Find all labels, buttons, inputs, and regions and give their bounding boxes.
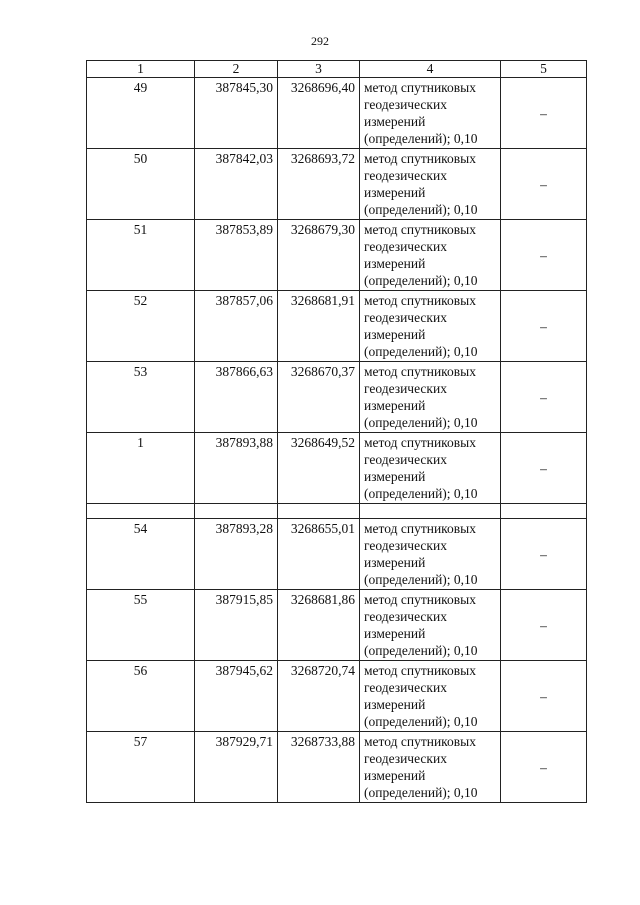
point-number-cell: 56 xyxy=(87,661,195,732)
method-cell xyxy=(360,220,501,291)
method-cell xyxy=(360,519,501,590)
note-cell: – xyxy=(501,433,587,504)
table-row xyxy=(87,732,587,803)
y-coordinate-cell: 3268693,72 xyxy=(278,149,360,220)
header-row xyxy=(87,61,587,78)
note-cell: – xyxy=(501,78,587,149)
method-cell xyxy=(360,149,501,220)
y-coordinate-cell: 3268681,86 xyxy=(278,590,360,661)
x-coordinate-cell: 387845,30 xyxy=(195,78,278,149)
header-cell: 2 xyxy=(195,61,278,78)
method-line: (определений); 0,10 xyxy=(364,643,478,658)
method-line: метод спутниковых xyxy=(364,663,476,678)
point-number-cell: 54 xyxy=(87,519,195,590)
method-line: (определений); 0,10 xyxy=(364,785,478,800)
method-line: метод спутниковых xyxy=(364,734,476,749)
method-line: (определений); 0,10 xyxy=(364,131,478,146)
method-cell xyxy=(360,291,501,362)
method-line: метод спутниковых xyxy=(364,592,476,607)
method-line: метод спутниковых xyxy=(364,80,476,95)
method-line: (определений); 0,10 xyxy=(364,415,478,430)
table-row xyxy=(87,433,587,504)
empty-cell xyxy=(87,504,195,519)
point-number-cell: 52 xyxy=(87,291,195,362)
method-cell xyxy=(360,362,501,433)
method-line: метод спутниковых xyxy=(364,222,476,237)
x-coordinate-cell: 387929,71 xyxy=(195,732,278,803)
note-cell: – xyxy=(501,362,587,433)
method-line: измерений xyxy=(364,114,426,129)
note-cell: – xyxy=(501,661,587,732)
y-coordinate-cell: 3268681,91 xyxy=(278,291,360,362)
method-line: геодезических xyxy=(364,452,447,467)
method-line: геодезических xyxy=(364,310,447,325)
table-row xyxy=(87,220,587,291)
method-line: (определений); 0,10 xyxy=(364,486,478,501)
method-cell xyxy=(360,661,501,732)
point-number-cell: 51 xyxy=(87,220,195,291)
method-line: измерений xyxy=(364,626,426,641)
method-line: геодезических xyxy=(364,680,447,695)
method-cell xyxy=(360,433,501,504)
header-cell: 5 xyxy=(501,61,587,78)
method-line: геодезических xyxy=(364,239,447,254)
table-row xyxy=(87,149,587,220)
note-cell: – xyxy=(501,519,587,590)
x-coordinate-cell: 387893,28 xyxy=(195,519,278,590)
method-line: метод спутниковых xyxy=(364,521,476,536)
empty-cell xyxy=(278,504,360,519)
note-cell: – xyxy=(501,291,587,362)
table-row xyxy=(87,661,587,732)
empty-cell xyxy=(501,504,587,519)
method-line: измерений xyxy=(364,398,426,413)
method-line: измерений xyxy=(364,768,426,783)
method-line: измерений xyxy=(364,185,426,200)
table-row xyxy=(87,291,587,362)
method-line: измерений xyxy=(364,256,426,271)
y-coordinate-cell: 3268649,52 xyxy=(278,433,360,504)
method-line: измерений xyxy=(364,697,426,712)
method-line: геодезических xyxy=(364,751,447,766)
empty-cell xyxy=(195,504,278,519)
separator-row xyxy=(87,504,587,519)
method-line: измерений xyxy=(364,469,426,484)
x-coordinate-cell: 387945,62 xyxy=(195,661,278,732)
method-cell xyxy=(360,732,501,803)
table-row xyxy=(87,519,587,590)
x-coordinate-cell: 387866,63 xyxy=(195,362,278,433)
y-coordinate-cell: 3268696,40 xyxy=(278,78,360,149)
method-line: (определений); 0,10 xyxy=(364,572,478,587)
table-row xyxy=(87,590,587,661)
method-line: метод спутниковых xyxy=(364,364,476,379)
page-number: 292 xyxy=(311,34,329,48)
note-cell: – xyxy=(501,149,587,220)
x-coordinate-cell: 387893,88 xyxy=(195,433,278,504)
method-line: (определений); 0,10 xyxy=(364,202,478,217)
y-coordinate-cell: 3268655,01 xyxy=(278,519,360,590)
method-line: (определений); 0,10 xyxy=(364,273,478,288)
point-number-cell: 50 xyxy=(87,149,195,220)
method-line: геодезических xyxy=(364,609,447,624)
note-cell: – xyxy=(501,590,587,661)
method-line: метод спутниковых xyxy=(364,151,476,166)
method-line: метод спутниковых xyxy=(364,293,476,308)
x-coordinate-cell: 387915,85 xyxy=(195,590,278,661)
table-row xyxy=(87,362,587,433)
method-line: метод спутниковых xyxy=(364,435,476,450)
method-line: геодезических xyxy=(364,538,447,553)
point-number-cell: 53 xyxy=(87,362,195,433)
y-coordinate-cell: 3268733,88 xyxy=(278,732,360,803)
note-cell: – xyxy=(501,732,587,803)
method-cell xyxy=(360,78,501,149)
x-coordinate-cell: 387842,03 xyxy=(195,149,278,220)
table-row xyxy=(87,78,587,149)
y-coordinate-cell: 3268679,30 xyxy=(278,220,360,291)
method-line: измерений xyxy=(364,555,426,570)
method-line: (определений); 0,10 xyxy=(364,344,478,359)
method-line: измерений xyxy=(364,327,426,342)
method-line: (определений); 0,10 xyxy=(364,714,478,729)
x-coordinate-cell: 387857,06 xyxy=(195,291,278,362)
method-line: геодезических xyxy=(364,381,447,396)
empty-cell xyxy=(360,504,501,519)
header-cell: 3 xyxy=(278,61,360,78)
coordinates-table xyxy=(86,60,587,803)
method-cell xyxy=(360,590,501,661)
point-number-cell: 1 xyxy=(87,433,195,504)
method-line: геодезических xyxy=(364,97,447,112)
note-cell: – xyxy=(501,220,587,291)
point-number-cell: 49 xyxy=(87,78,195,149)
point-number-cell: 57 xyxy=(87,732,195,803)
method-line: геодезических xyxy=(364,168,447,183)
header-cell: 1 xyxy=(87,61,195,78)
point-number-cell: 55 xyxy=(87,590,195,661)
y-coordinate-cell: 3268670,37 xyxy=(278,362,360,433)
header-cell: 4 xyxy=(360,61,501,78)
x-coordinate-cell: 387853,89 xyxy=(195,220,278,291)
y-coordinate-cell: 3268720,74 xyxy=(278,661,360,732)
